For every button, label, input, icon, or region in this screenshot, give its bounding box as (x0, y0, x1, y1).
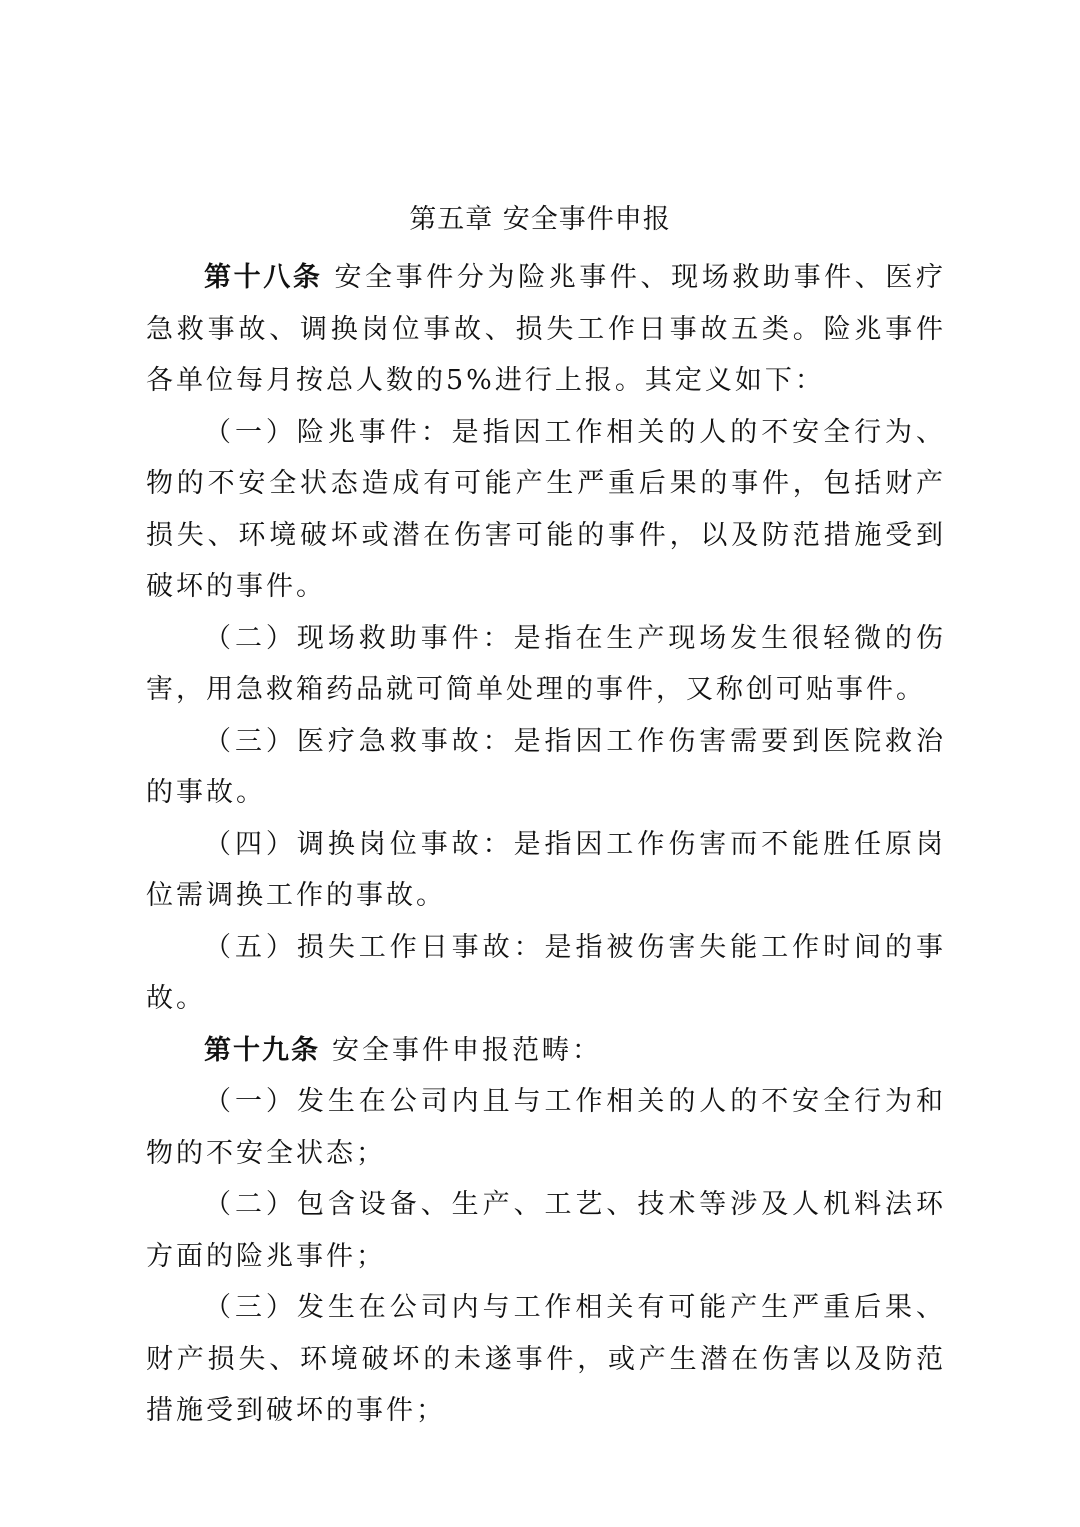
document-body (146, 252, 946, 1437)
chapter-title: 第五章 安全事件申报 (409, 204, 671, 235)
article-18-text: 安全事件分为险兆事件、现场救助事件、医疗急救事故、调换岗位事故、损失工作日事故五类。险兆事件各单位每月按总人数的5%进行上报。其定义如下： (146, 262, 947, 396)
article-18-item-1: （一）险兆事件：是指因工作相关的人的不安全行为、物的不安全状态造成有可能产生严重后果的事件，包括财产损失、环境破坏或潜在伤害可能的事件，以及防范措施受到破坏的事件。 (146, 416, 946, 602)
article-18-intro (146, 252, 946, 407)
article-19-item-2: （二）包含设备、生产、工艺、技术等涉及人机料法环方面的险兆事件； (146, 1189, 946, 1272)
article-19-item-3: （三）发生在公司内与工作相关有可能产生严重后果、财产损失、环境破坏的未遂事件，或产生潜在伤害以及防范措施受到破坏的事件； (146, 1292, 946, 1426)
article-19-intro (146, 1025, 946, 1077)
article-18-item-4: （四）调换岗位事故：是指因工作伤害而不能胜任原岗位需调换工作的事故。 (146, 828, 946, 911)
article-19-item-1: （一）发生在公司内且与工作相关的人的不安全行为和物的不安全状态； (146, 1086, 946, 1169)
article-18-label: 第十八条 (204, 262, 323, 293)
article-19-label: 第十九条 (204, 1034, 320, 1066)
article-19-text: 安全事件申报范畴： (332, 1034, 602, 1066)
article-18-item-2: （二）现场救助事件：是指在生产现场发生很轻微的伤害，用急救箱药品就可简单处理的事件，又称创可贴事件。 (146, 622, 946, 705)
article-18-item-5: （五）损失工作日事故：是指被伤害失能工作时间的事故。 (146, 931, 946, 1014)
article-18-item-3: （三）医疗急救事故：是指因工作伤害需要到医院救治的事故。 (146, 725, 946, 808)
